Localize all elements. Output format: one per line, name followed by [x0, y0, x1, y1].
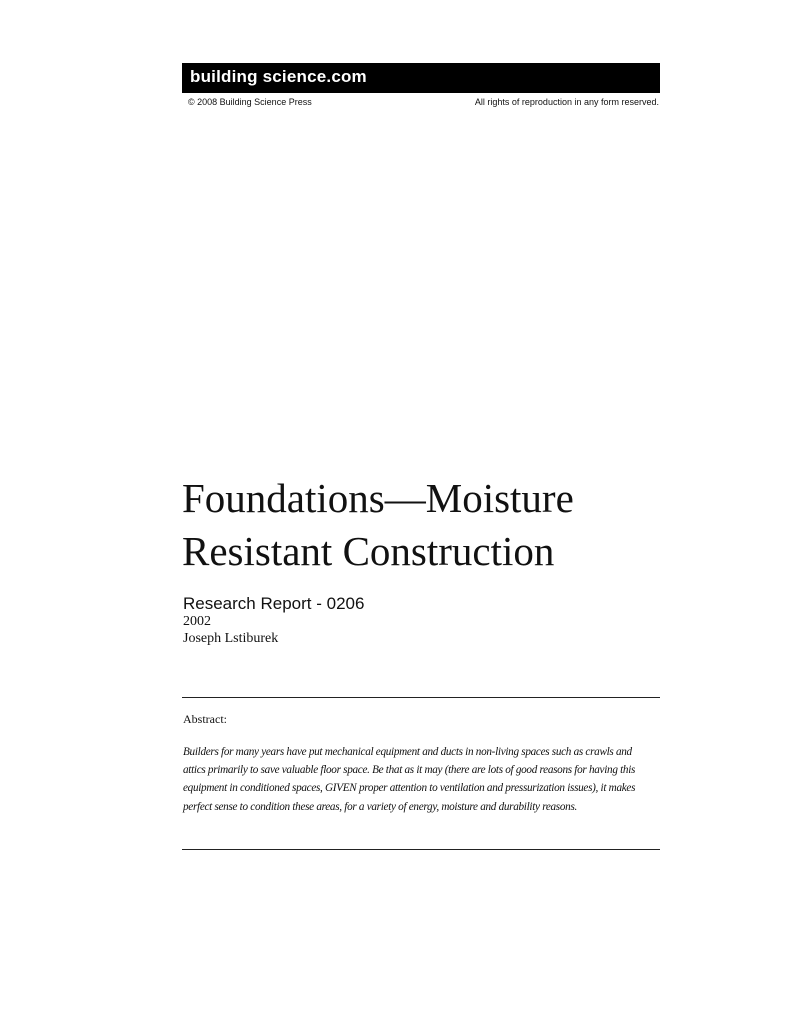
title-line-1: Foundations—Moisture [182, 475, 574, 521]
author-name: Joseph Lstiburek [183, 631, 279, 646]
abstract-top-divider [182, 697, 660, 698]
brand-header-bar [182, 63, 660, 93]
document-title [182, 472, 660, 578]
report-number: Research Report - 0206 [183, 594, 365, 613]
abstract-label: Abstract: [183, 712, 227, 726]
title-line-2: Resistant Construction [182, 528, 555, 574]
abstract-text: Builders for many years have put mechanical equipment and ducts in non-living spaces such as crawls and attics primarily to save valuable floor space. Be that as it may (there are lots of good reasons for having this equipment in conditioned spaces, GIVEN proper attention to ventilation and pressurization issues), it makes perfect sense to condition these areas, for a variety of energy, moisture and durability reasons. [183, 746, 636, 813]
abstract-bottom-divider [182, 849, 660, 850]
rights-notice: All rights of reproduction in any form reserved. [474, 97, 659, 107]
publication-year: 2002 [183, 614, 211, 629]
copyright-notice: © 2008 Building Science Press [188, 97, 312, 107]
brand-logo-text: building science.com [190, 67, 367, 86]
